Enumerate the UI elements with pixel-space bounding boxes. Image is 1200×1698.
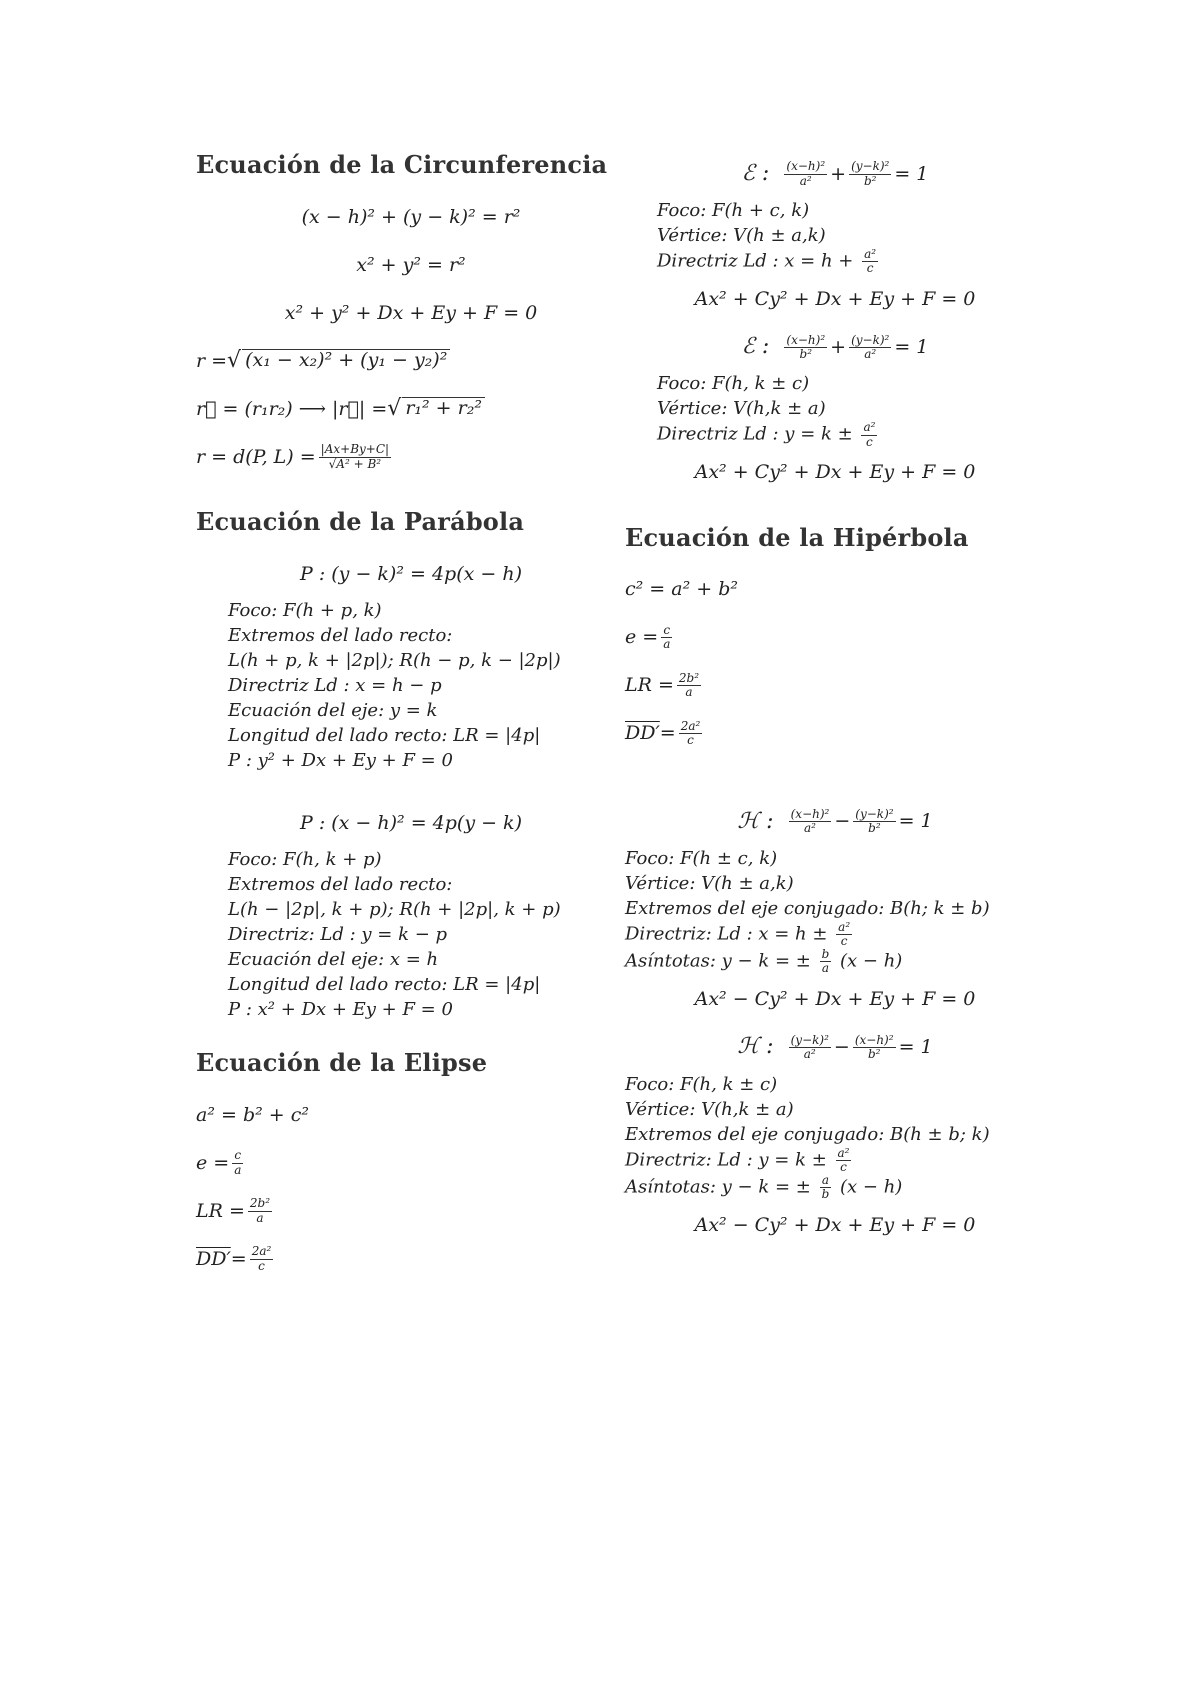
hyperbola-symbol: ℋ :	[737, 808, 774, 834]
radius-sqrt-body: (x₁ − x₂)² + (y₁ − y₂)²	[242, 349, 450, 371]
distance-den: √A² + B²	[328, 456, 382, 471]
circle-eq-standard: (x − h)² + (y − k)² = r²	[301, 205, 521, 228]
frac-den: c	[866, 434, 873, 449]
sqrt-icon: √	[227, 347, 242, 373]
ellipse-horizontal-props	[625, 198, 1045, 275]
lr-fraction	[677, 672, 701, 699]
eq-tail: = 1	[894, 162, 929, 185]
prop-line: Foco: F(h, k ± c)	[657, 373, 810, 395]
frac-num: (y−k)²	[851, 332, 890, 347]
hyperbola-general-a: Ax² − Cy² + Dx + Ey + F = 0	[694, 988, 976, 1011]
frac-num: (x−h)²	[786, 332, 826, 347]
ecc-lhs: e =	[625, 626, 659, 649]
circle-eq-vector	[196, 385, 626, 433]
frac-num: (y−k)²	[855, 807, 894, 822]
frac-num: a²	[863, 420, 876, 435]
distance-num: |Ax+By+C|	[320, 442, 390, 457]
lr-lhs: LR =	[625, 674, 674, 697]
lr-den: a	[685, 685, 693, 700]
prop-line: Foco: F(h ± c, k)	[625, 847, 778, 869]
left-column	[196, 150, 626, 1283]
frac-num: (x−h)²	[786, 159, 826, 174]
dd-num: 2a²	[680, 719, 701, 734]
distance-fraction	[319, 443, 391, 470]
ecc-fraction	[232, 1149, 243, 1176]
lr-lhs: LR =	[196, 1199, 245, 1222]
frac-x	[784, 334, 827, 361]
ecc-lhs: e =	[196, 1151, 230, 1174]
radius-sqrt	[227, 349, 450, 373]
frac-x	[789, 808, 832, 835]
frac-num: b	[821, 947, 830, 962]
ellipse-symbol: ℰ :	[741, 334, 770, 360]
vector-sqrt	[387, 397, 485, 421]
ellipse-symbol: ℰ :	[741, 160, 770, 186]
dd-den: c	[687, 733, 694, 748]
prop-line: Foco: F(h, k ± c)	[625, 1073, 778, 1095]
hyperbola-title: Ecuación de la Hipérbola	[625, 522, 969, 552]
directrix-lhs: Directriz Ld : x = h +	[657, 250, 860, 272]
hyperbola-horizontal-props	[625, 846, 1045, 976]
hyperbola-directrix-distance	[625, 710, 1045, 758]
frac-den: a²	[864, 346, 877, 361]
dd-fraction	[250, 1245, 274, 1272]
asymptote-fraction	[820, 948, 832, 975]
hyperbola-general-b: Ax² − Cy² + Dx + Ey + F = 0	[694, 1213, 976, 1236]
directrix-lhs: Directriz: Ld : y = k ±	[625, 1149, 833, 1171]
dd-eq: =	[659, 722, 676, 745]
dd-lhs: DD′	[196, 1247, 231, 1270]
lr-den: a	[256, 1210, 264, 1225]
frac-x	[853, 1034, 896, 1061]
dd-num: 2a²	[251, 1244, 272, 1259]
ellipse-eq-vertical: ℰ : $\frac{\text{(x−h)²}}{\text{b²}}$ + $\frac{\text{(y−k)²}}{\text{a²}}$ = 1	[741, 332, 929, 361]
asymptote-tail: (x − h)	[840, 950, 903, 972]
prop-line: L(h + p, k + |2p|); R(h − p, k − |2p|)	[228, 650, 561, 671]
ellipse-relation: a² = b² + c²	[196, 1103, 309, 1126]
prop-line: Longitud del lado recto: LR = |4p|	[228, 725, 541, 746]
directrix-fraction	[862, 248, 878, 275]
parabola-vertical-props	[196, 847, 626, 1022]
frac-den: b²	[868, 821, 881, 836]
frac-num: (x−h)²	[790, 807, 830, 822]
ecc-den: a	[234, 1162, 242, 1177]
eq-tail: = 1	[898, 1036, 933, 1059]
prop-line: P : x² + Dx + Ey + F = 0	[228, 999, 453, 1020]
hyperbola-eq-vertical: ℋ : $\frac{\text{(y−k)²}}{\text{a²}}$ − $\frac{\text{(x−h)²}}{\text{b²}}$ = 1	[737, 1032, 933, 1061]
prop-line	[657, 421, 1045, 448]
lr-num: 2b²	[678, 671, 700, 686]
dd-den: c	[258, 1258, 265, 1273]
lr-fraction	[248, 1197, 272, 1224]
prop-line	[625, 1147, 1045, 1174]
hyperbola-latus-rectum	[625, 662, 1045, 710]
circle-eq-radius-distance	[196, 337, 626, 385]
prop-line: Ecuación del eje: y = k	[228, 700, 438, 721]
eq-tail: = 1	[898, 810, 933, 833]
vector-lhs: r⃗ = (r₁r₂) ⟶ |r⃗| =	[196, 397, 388, 420]
prop-line: Extremos del lado recto:	[228, 874, 453, 895]
circle-title: Ecuación de la Circunferencia	[196, 150, 608, 179]
frac-num: (y−k)²	[851, 159, 890, 174]
frac-num: a²	[837, 1145, 850, 1160]
directrix-fraction	[836, 1147, 852, 1174]
frac-den: b²	[863, 173, 877, 188]
frac-den: b²	[799, 346, 813, 361]
ecc-fraction	[661, 624, 672, 651]
prop-line	[625, 921, 1045, 948]
right-column	[625, 150, 1045, 1249]
prop-line: Ecuación del eje: x = h	[228, 949, 439, 970]
prop-line: Vértice: V(h ± a,k)	[657, 225, 826, 246]
frac-y	[849, 160, 891, 187]
ellipse-directrix-distance	[196, 1235, 626, 1283]
frac-num: a²	[864, 247, 877, 261]
prop-line: P : y² + Dx + Ey + F = 0	[228, 750, 453, 771]
ellipse-latus-rectum	[196, 1187, 626, 1235]
prop-line: Directriz Ld : x = h − p	[228, 675, 442, 696]
directrix-lhs: Directriz Ld : y = k ±	[657, 424, 859, 446]
frac-den: c	[840, 1159, 847, 1174]
prop-line: Vértice: V(h,k ± a)	[625, 1098, 794, 1120]
frac-den: b	[821, 1187, 830, 1202]
directrix-fraction	[836, 921, 852, 948]
prop-line	[657, 248, 1045, 275]
frac-den: a²	[803, 1047, 816, 1061]
parabola-title: Ecuación de la Parábola	[196, 507, 525, 536]
ellipse-eccentricity	[196, 1139, 626, 1187]
hyperbola-symbol: ℋ :	[737, 1034, 774, 1060]
circle-eq-origin: x² + y² = r²	[356, 253, 466, 276]
frac-den: b²	[867, 1047, 881, 1061]
circle-eq-point-line-distance	[196, 433, 626, 481]
directrix-fraction	[861, 421, 877, 448]
hyperbola-eccentricity	[625, 614, 1045, 662]
ellipse-title: Ecuación de la Elipse	[196, 1048, 488, 1077]
ellipse-general-a: Ax² + Cy² + Dx + Ey + F = 0	[694, 287, 976, 310]
parabola-eq-vertical: P : (x − h)² = 4p(y − k)	[300, 811, 522, 834]
hyperbola-eq-horizontal: ℋ : $\frac{\text{(x−h)²}}{\text{a²}}$ − $\frac{\text{(y−k)²}}{\text{b²}}$ = 1	[737, 807, 933, 836]
ecc-num: c	[663, 623, 671, 638]
prop-line: L(h − |2p|, k + p); R(h + |2p|, k + p)	[228, 899, 561, 920]
frac-den: a	[821, 961, 829, 976]
prop-line: Directriz: Ld : y = k − p	[228, 924, 448, 945]
prop-line: Foco: F(h + c, k)	[657, 200, 810, 221]
frac-y	[789, 1034, 831, 1061]
frac-den: c	[866, 261, 874, 276]
sqrt-icon: √	[387, 395, 402, 421]
directrix-lhs: Directriz: Ld : x = h ±	[625, 923, 834, 945]
asymptote-lhs: Asíntotas: y − k = ±	[625, 950, 817, 972]
eq-tail: = 1	[894, 335, 929, 358]
asymptote-fraction	[820, 1174, 832, 1201]
parabola-horizontal-props	[196, 598, 626, 773]
frac-den: a²	[799, 173, 812, 188]
asymptote-tail: (x − h)	[840, 1176, 903, 1198]
radius-lhs: r =	[196, 349, 228, 372]
dd-fraction	[679, 720, 703, 747]
prop-line	[625, 948, 1045, 975]
frac-y	[849, 334, 891, 361]
prop-line: Foco: F(h, k + p)	[228, 849, 382, 870]
ellipse-eq-horizontal: ℰ : $\frac{\text{(x−h)²}}{\text{a²}}$ + $\frac{\text{(y−k)²}}{\text{b²}}$ = 1	[741, 159, 929, 188]
frac-num: (y−k)²	[790, 1032, 829, 1047]
prop-line: Extremos del lado recto:	[228, 625, 453, 646]
ecc-num: c	[234, 1148, 242, 1163]
frac-num: a	[821, 1172, 830, 1187]
ellipse-general-b: Ax² + Cy² + Dx + Ey + F = 0	[694, 461, 976, 484]
ecc-den: a	[663, 637, 671, 652]
frac-x	[784, 160, 827, 187]
prop-line: Extremos del eje conjugado: B(h; k ± b)	[625, 897, 990, 919]
dd-lhs: DD′	[625, 722, 660, 745]
circle-eq-general: x² + y² + Dx + Ey + F = 0	[284, 301, 538, 324]
frac-num: a²	[838, 919, 851, 934]
prop-line: Foco: F(h + p, k)	[228, 600, 382, 621]
frac-num: (x−h)²	[854, 1032, 894, 1047]
prop-line: Vértice: V(h ± a,k)	[625, 872, 794, 894]
dd-eq: =	[230, 1247, 247, 1270]
prop-line: Vértice: V(h,k ± a)	[657, 398, 826, 420]
hyperbola-relation: c² = a² + b²	[625, 578, 738, 601]
ellipse-vertical-props	[625, 371, 1045, 448]
hyperbola-vertical-props	[625, 1072, 1045, 1202]
asymptote-lhs: Asíntotas: y − k = ±	[625, 1176, 811, 1198]
frac-y	[853, 808, 895, 835]
frac-den: c	[840, 933, 848, 948]
parabola-eq-horizontal: P : (y − k)² = 4p(x − h)	[300, 562, 522, 585]
prop-line: Longitud del lado recto: LR = |4p|	[228, 974, 541, 995]
vector-sqrt-body: r₁² + r₂²	[402, 397, 485, 419]
frac-den: a²	[804, 821, 816, 836]
distance-lhs: r = d(P, L) =	[196, 445, 316, 468]
prop-line: Extremos del eje conjugado: B(h ± b; k)	[625, 1123, 990, 1145]
lr-num: 2b²	[249, 1196, 271, 1211]
prop-line	[625, 1174, 1045, 1201]
